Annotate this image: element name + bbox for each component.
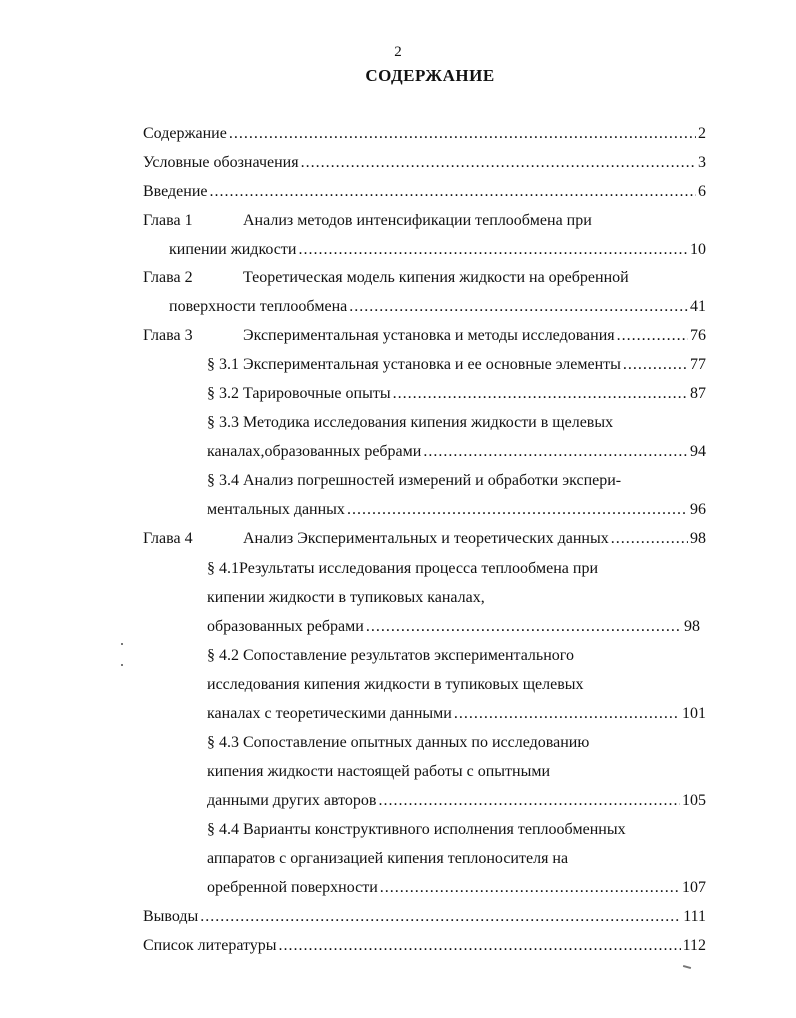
toc-section-4-3-line1: § 4.3 Сопоставление опытных данных по исследованию bbox=[207, 734, 590, 751]
toc-page-number: 77 bbox=[690, 356, 706, 373]
section-title: каналах с теоретическими данными bbox=[207, 705, 452, 722]
page-number: 2 bbox=[394, 44, 402, 60]
leader-dots bbox=[617, 326, 688, 346]
scan-speck bbox=[683, 965, 691, 969]
toc-section-3-3-line2 bbox=[207, 442, 706, 462]
leader-dots bbox=[301, 153, 696, 173]
toc-entry-title: Введение bbox=[143, 183, 208, 200]
toc-section-4-3-line2: кипения жидкости настоящей работы с опытными bbox=[207, 763, 551, 780]
page-title: СОДЕРЖАНИЕ bbox=[365, 66, 495, 85]
toc-page-number: 112 bbox=[682, 937, 706, 954]
toc-page-number: 94 bbox=[690, 443, 706, 460]
chapter-label: Глава 2 bbox=[143, 269, 193, 286]
toc-section-4-1-line2: кипении жидкости в тупиковых каналах, bbox=[207, 589, 485, 606]
leader-dots bbox=[423, 442, 688, 462]
toc-entry-notation bbox=[143, 153, 706, 173]
leader-dots bbox=[378, 791, 680, 811]
leader-dots bbox=[347, 500, 688, 520]
toc-page-number: 107 bbox=[682, 879, 706, 896]
toc-page-number: 76 bbox=[690, 327, 706, 344]
chapter-label: Глава 4 bbox=[143, 530, 193, 547]
section-title: § 3.2 Тарировочные опыты bbox=[207, 385, 391, 402]
scan-speck bbox=[121, 664, 123, 666]
section-title: каналах,образованных ребрами bbox=[207, 443, 422, 460]
chapter-title-line: Экспериментальная установка и методы исследования bbox=[243, 327, 615, 344]
toc-chapter-2-heading bbox=[143, 268, 629, 288]
leader-dots bbox=[623, 355, 688, 375]
toc-entry-title: Выводы bbox=[143, 908, 199, 925]
toc-section-4-4-line3 bbox=[207, 878, 706, 898]
leader-dots bbox=[298, 240, 688, 260]
toc-chapter-1-heading bbox=[143, 211, 592, 231]
chapter-label: Глава 3 bbox=[143, 327, 193, 344]
toc-page-number: 98 bbox=[684, 618, 700, 635]
section-title: § 3.1 Экспериментальная установка и ее основные элементы bbox=[207, 356, 621, 373]
toc-chapter-4 bbox=[143, 529, 706, 549]
toc-chapter-1-continuation bbox=[169, 240, 706, 260]
toc-section-4-4-line1: § 4.4 Варианты конструктивного исполнения теплообменных bbox=[207, 821, 626, 838]
leader-dots bbox=[611, 529, 688, 549]
chapter-title-line: Анализ Экспериментальных и теоретических данных bbox=[243, 530, 609, 547]
toc-section-4-1-line3 bbox=[207, 617, 700, 637]
toc-section-4-4-line2: аппаратов с организацией кипения теплоносителя на bbox=[207, 850, 569, 867]
toc-page-number: 111 bbox=[683, 908, 706, 925]
leader-dots bbox=[200, 907, 681, 927]
scan-speck bbox=[121, 643, 123, 645]
toc-page-number: 101 bbox=[682, 705, 706, 722]
toc-chapter-2-continuation bbox=[169, 297, 706, 317]
toc-section-3-4-line2 bbox=[207, 500, 706, 520]
toc-entry-title: Содержание bbox=[143, 125, 227, 142]
toc-section-3-2 bbox=[207, 384, 706, 404]
toc-entry-title: Условные обозначения bbox=[143, 154, 299, 171]
toc-section-4-1-line1: § 4.1Результаты исследования процесса теплообмена при bbox=[207, 560, 599, 577]
leader-dots bbox=[279, 936, 681, 956]
toc-entry-title: Список литературы bbox=[143, 937, 277, 954]
toc-page-number: 98 bbox=[690, 530, 706, 547]
toc-page-number: 2 bbox=[698, 125, 706, 142]
section-title: данными других авторов bbox=[207, 792, 377, 809]
toc-entry-references bbox=[143, 936, 706, 956]
chapter-title-line: поверхности теплообмена bbox=[169, 298, 348, 315]
section-title: ментальных данных bbox=[207, 501, 345, 518]
chapter-label: Глава 1 bbox=[143, 212, 193, 229]
leader-dots bbox=[454, 704, 680, 724]
toc-entry-contents bbox=[143, 124, 706, 144]
leader-dots bbox=[229, 124, 696, 144]
section-title: оребренной поверхности bbox=[207, 879, 378, 896]
toc-section-3-1 bbox=[207, 355, 706, 375]
toc-page-number: 41 bbox=[690, 298, 706, 315]
toc-section-3-4-line1: § 3.4 Анализ погрешностей измерений и обработки экспери- bbox=[207, 472, 622, 489]
toc-section-3-3-line1: § 3.3 Методика исследования кипения жидкости в щелевых bbox=[207, 414, 614, 431]
toc-section-4-2-line2: исследования кипения жидкости в тупиковых щелевых bbox=[207, 676, 584, 693]
toc-entry-conclusions bbox=[143, 907, 706, 927]
toc-section-4-2-line1: § 4.2 Сопоставление результатов экспериментального bbox=[207, 647, 574, 664]
toc-page-number: 10 bbox=[690, 241, 706, 258]
chapter-title-line: Анализ методов интенсификации теплообмена при bbox=[243, 212, 592, 229]
toc-page-number: 87 bbox=[690, 385, 706, 402]
leader-dots bbox=[393, 384, 688, 404]
toc-section-4-2-line3 bbox=[207, 704, 706, 724]
toc-page-number: 96 bbox=[690, 501, 706, 518]
toc-chapter-3 bbox=[143, 326, 706, 346]
section-title: образованных ребрами bbox=[207, 618, 364, 635]
leader-dots bbox=[366, 617, 682, 637]
toc-entry-introduction bbox=[143, 182, 706, 202]
toc-page-number: 6 bbox=[698, 183, 706, 200]
toc-page-number: 105 bbox=[682, 792, 706, 809]
leader-dots bbox=[349, 297, 688, 317]
chapter-title-line: Теоретическая модель кипения жидкости на оребренной bbox=[243, 269, 629, 286]
leader-dots bbox=[210, 182, 697, 202]
toc-section-4-3-line3 bbox=[207, 791, 706, 811]
toc-page-number: 3 bbox=[698, 154, 706, 171]
chapter-title-line: кипении жидкости bbox=[169, 241, 297, 258]
leader-dots bbox=[380, 878, 680, 898]
